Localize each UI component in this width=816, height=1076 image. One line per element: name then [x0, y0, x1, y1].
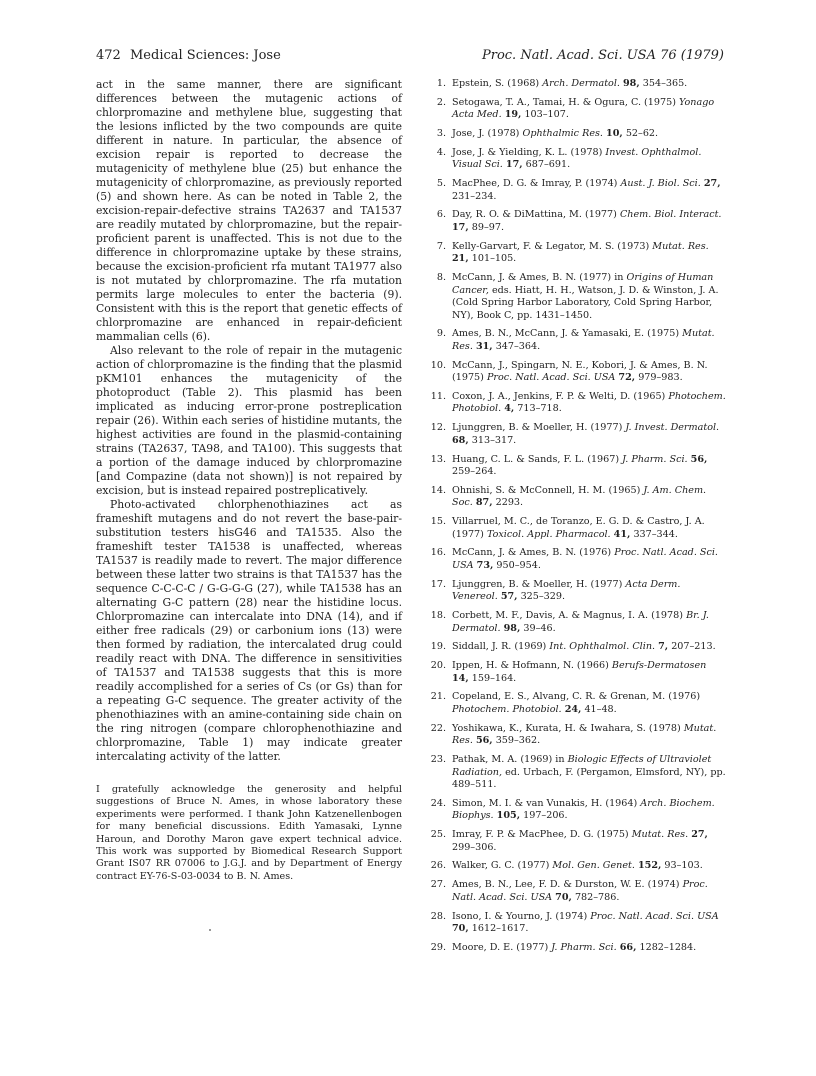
reference-pages: 93–103. — [664, 860, 703, 872]
reference-source: Yonago Acta Med. — [452, 96, 715, 121]
reference-authors: Jose, J. & Yielding, K. L. (1978) — [452, 146, 603, 158]
reference-item — [430, 829, 726, 854]
reference-item — [430, 798, 726, 823]
reference-pages: 259–264. — [452, 466, 497, 478]
reference-authors: McCann, J. & Ames, B. N. (1977) in — [452, 272, 624, 284]
page-mark — [209, 929, 211, 931]
reference-authors: Epstein, S. (1968) — [452, 78, 540, 89]
reference-authors: Isono, I. & Yourno, J. (1974) — [452, 910, 588, 922]
reference-pages: eds. Hiatt, H. H., Watson, J. D. & Winston, J. A. (Cold Spring Harbor Laboratory, Cold Spring Harbor, NY), Book C, pp. 1431–1450. — [452, 284, 719, 321]
reference-item — [430, 860, 726, 873]
reference-item — [430, 691, 726, 716]
reference-authors: Ljunggren, B. & Moeller, H. (1977) — [452, 422, 623, 434]
reference-item — [430, 97, 726, 122]
reference-volume: 4, — [504, 403, 515, 415]
reference-item — [430, 660, 726, 685]
reference-source: Br. J. Dermatol. — [452, 610, 709, 634]
reference-number: 19. — [430, 641, 446, 653]
reference-pages: 101–105. — [471, 253, 517, 265]
reference-volume: 70, — [555, 891, 572, 903]
reference-source: Photochem. Photobiol. — [452, 390, 726, 415]
reference-number: 16. — [430, 547, 446, 559]
reference-number: 10. — [430, 359, 446, 371]
reference-source: Mutat. Res. — [652, 240, 709, 252]
reference-volume: 73, — [476, 559, 494, 571]
reference-number: 23. — [430, 754, 446, 766]
reference-volume: 66, — [619, 941, 637, 953]
reference-source: Mutat. Res. — [631, 829, 689, 841]
reference-authors: Siddall, J. R. (1969) — [452, 641, 547, 653]
reference-item — [430, 641, 726, 654]
reference-item — [430, 723, 726, 748]
reference-authors: Kelly-Garvart, F. & Legator, M. S. (1973) — [452, 240, 650, 252]
reference-authors: Ames, B. N., McCann, J. & Yamasaki, E. (1975) — [452, 328, 680, 340]
reference-volume: 27, — [691, 829, 708, 841]
reference-authors: Huang, C. L. & Sands, F. L. (1967) — [452, 453, 620, 465]
reference-number: 15. — [430, 516, 446, 528]
reference-volume: 31, — [475, 340, 493, 352]
body-paragraph: Photo-activated chlorphenothiazines act as frameshift mutagens and do not revert the base-pair-substitution testers hisG46 and TA1535. Also the frameshift tester TA1538 is unaffected, whereas TA1537 is readily made to revert. The major difference between these latter two strains is that TA1537 has the sequence C-C-C-C / G-G-G-G (27), while TA1538 has an alternating G-C pattern (28) near the histidine locus. Chlorpromazine can intercalate into DNA (14), and if either free radicals (29) or carbonium ions (13) were then formed by radiation, the intercalated drug could readily react with DNA. The difference in sensitivities of TA1537 and TA1538 suggests that this is more readily accomplished for a series of Cs (or Gs) than for a repeating G-C sequence. The greater activity of the phenothiazines with an amine-containing side chain on the ring nitrogen (compare chlorophenothiazine and chlorpromazine, Table 1) may indicate greater intercalating activity of the latter. — [96, 498, 402, 763]
reference-volume: 27, — [703, 178, 721, 190]
reference-pages: 782–786. — [574, 891, 620, 903]
reference-number: 12. — [430, 422, 446, 434]
reference-source: Proc. Natl. Acad. Sci. USA — [452, 547, 718, 571]
reference-volume: 57, — [500, 591, 518, 603]
reference-authors: Jose, J. (1978) — [452, 128, 520, 140]
reference-source: Berufs-Dermatosen — [611, 660, 707, 672]
reference-number: 3. — [436, 128, 446, 140]
reference-volume: 7, — [658, 641, 669, 653]
reference-source: Acta Derm. Venereol. — [452, 578, 681, 603]
reference-item — [430, 579, 726, 604]
reference-number: 28. — [430, 910, 446, 922]
reference-number: 27. — [430, 879, 446, 891]
reference-source: Proc. Natl. Acad. Sci. USA — [590, 910, 719, 922]
reference-volume: 68, — [452, 434, 469, 446]
reference-authors: Ohnishi, S. & McConnell, H. M. (1965) — [452, 484, 641, 496]
reference-pages: 354–365. — [642, 78, 688, 89]
reference-authors: Simon, M. I. & van Vunakis, H. (1964) — [452, 797, 638, 809]
reference-number: 29. — [430, 941, 446, 953]
reference-source: Invest. Ophthalmol. Visual Sci. — [452, 146, 702, 171]
body-paragraph: Also relevant to the role of repair in the mutagenic action of chlorpromazine is the finding that the plasmid pKM101 enhances the mutagenicity of the photoproduct (Table 2). This plasmid has been implicated as inducing error-prone postreplication repair (26). Within each series of histidine mutants, the highest activities are found in the plasmid-containing strains (TA2637, TA98, and TA100). This suggests that a portion of the damage induced by chlorpromazine [and Compazine (data not shown)] is not repaired by excision, but is instead repaired postreplicatively. — [96, 344, 402, 497]
reference-number: 20. — [430, 660, 446, 672]
reference-number: 21. — [430, 691, 446, 703]
reference-authors: McCann, J. & Ames, B. N. (1976) — [452, 547, 612, 559]
reference-authors: Moore, D. E. (1977) — [452, 941, 549, 953]
reference-volume: 98, — [623, 78, 640, 89]
reference-authors: Villarruel, M. C., de Toranzo, E. G. D. & Castro, J. A. (1977) — [452, 516, 705, 540]
reference-volume: 21, — [452, 253, 469, 265]
reference-number: 5. — [436, 178, 446, 190]
reference-item — [430, 360, 726, 385]
reference-pages: 207–213. — [671, 641, 716, 653]
reference-item — [430, 422, 726, 447]
page-number: 472 — [96, 48, 121, 63]
reference-source: J. Pharm. Sci. — [551, 941, 617, 953]
reference-item — [430, 147, 726, 172]
reference-source: Arch. Dermatol. — [542, 78, 620, 89]
reference-pages: 347–364. — [495, 340, 541, 352]
reference-volume: 87, — [475, 497, 493, 509]
reference-source: Mutat. Res. — [452, 328, 715, 352]
reference-item — [430, 78, 726, 91]
reference-source: J. Invest. Dermatol. — [625, 422, 720, 434]
reference-number: 4. — [436, 146, 446, 158]
reference-pages: 103–107. — [524, 109, 569, 121]
reference-pages: 713–718. — [517, 403, 562, 415]
reference-item — [430, 209, 726, 234]
reference-number: 11. — [430, 390, 446, 402]
reference-item — [430, 328, 726, 353]
reference-source: J. Am. Chem. Soc. — [452, 484, 707, 509]
reference-authors: Imray, F. P. & MacPhee, D. G. (1975) — [452, 829, 629, 841]
reference-volume: 17, — [505, 159, 523, 171]
acknowledgment: I gratefully acknowledge the generosity and helpful suggestions of Bruce N. Ames, in whose laboratory these experiments were performed. I thank John Katzenellenbogen for many beneficial discussions. Edith Yamasaki, Lynne Haroun, and Dorothy Maron gave expert technical advice. This work was supported by Biomedical Research Support Grant IS07 RR 07006 to J.G.J. and by Department of Energy contract EY-76-S-03-0034 to B. N. Ames. — [96, 784, 402, 882]
reference-item — [430, 485, 726, 510]
reference-number: 17. — [430, 578, 446, 590]
reference-volume: 10, — [606, 128, 623, 140]
body-paragraph: act in the same manner, there are significant differences between the mutagenic actions of chlorpromazine and methylene blue, suggesting that the lesions inflicted by the two compounds are quite different in nature. In particular, the absence of excision repair is reported to decrease the mutagenicity of methylene blue (25) but enhance the mutagenicity of chlorpromazine, as previously reported (5) and shown here. As can be noted in Table 2, the excision-repair-defective strains TA2637 and TA1537 are readily mutated by chlorpromazine, but the repair-proficient parent is unaffected. This is not due to the difference in chlorpromazine uptake by these strains, because the excision-proficient rfa mutant TA1977 also is not mutated by chlorpromazine. The rfa mutation permits large molecules to enter the bacteria (9). Consistent with this is the report that genetic effects of chlorpromazine are enhanced in repair-deficient mammalian cells (6). — [96, 78, 402, 343]
reference-volume: 105, — [496, 810, 521, 822]
running-header — [96, 48, 724, 68]
reference-number: 26. — [430, 860, 446, 872]
reference-item — [430, 391, 726, 416]
reference-item — [430, 754, 726, 792]
reference-authors: Walker, G. C. (1977) — [452, 860, 550, 872]
reference-source: Ophthalmic Res. — [522, 128, 603, 140]
reference-pages: 950–954. — [496, 559, 541, 571]
reference-pages: 159–164. — [471, 672, 517, 684]
reference-authors: Pathak, M. A. (1969) in — [452, 754, 565, 766]
reference-volume: 41, — [613, 528, 631, 540]
reference-source: Mol. Gen. Genet. — [552, 860, 635, 872]
reference-pages: 337–344. — [633, 528, 678, 540]
body-column — [96, 78, 402, 883]
reference-pages: 1612–1617. — [471, 923, 529, 935]
reference-item — [430, 454, 726, 479]
reference-pages: 979–983. — [638, 372, 683, 384]
reference-pages: 41–48. — [584, 703, 617, 715]
reference-authors: Coxon, J. A., Jenkins, F. P. & Welti, D. (1965) — [452, 390, 666, 402]
reference-source: Chem. Biol. Interact. — [619, 209, 722, 221]
reference-volume: 24, — [564, 703, 582, 715]
reference-source: Arch. Biochem. Biophys. — [452, 797, 715, 822]
reference-volume: 19, — [504, 109, 522, 121]
reference-pages: ed. Urbach, F. (Pergamon, Elmsford, NY), pp. 489–511. — [452, 766, 726, 791]
reference-authors: Ljunggren, B. & Moeller, H. (1977) — [452, 578, 623, 590]
reference-source: Int. Ophthalmol. Clin. — [549, 641, 656, 653]
reference-volume: 14, — [452, 672, 469, 684]
reference-volume: 72, — [618, 372, 636, 384]
reference-source: Biologic Effects of Ultraviolet Radiation, — [452, 754, 712, 778]
reference-number: 7. — [436, 240, 446, 252]
reference-source: Proc. Natl. Acad. Sci. USA — [486, 372, 616, 384]
reference-authors: Day, R. O. & DiMattina, M. (1977) — [452, 209, 617, 221]
reference-authors: Ippen, H. & Hofmann, N. (1966) — [452, 660, 609, 672]
reference-pages: 52–62. — [625, 128, 659, 140]
reference-number: 14. — [430, 484, 446, 496]
reference-pages: 687–691. — [525, 159, 571, 171]
section-title: Medical Sciences: Jose — [130, 48, 281, 63]
reference-volume: 17, — [452, 221, 469, 233]
reference-authors: Setogawa, T. A., Tamai, H. & Ogura, C. (1975) — [452, 96, 676, 108]
reference-pages: 299–306. — [452, 841, 497, 853]
reference-item — [430, 942, 726, 955]
reference-pages: 1282–1284. — [639, 941, 697, 953]
reference-item — [430, 547, 726, 572]
reference-pages: 313–317. — [471, 434, 517, 446]
reference-volume: 56, — [690, 453, 708, 465]
reference-item — [430, 911, 726, 936]
reference-number: 18. — [430, 610, 446, 622]
reference-item — [430, 516, 726, 541]
reference-item — [430, 610, 726, 635]
reference-authors: McCann, J., Spingarn, N. E., Kobori, J. & Ames, B. N. (1975) — [452, 359, 708, 384]
reference-pages: 89–97. — [471, 221, 505, 233]
reference-authors: Ames, B. N., Lee, F. D. & Durston, W. E. (1974) — [452, 879, 680, 891]
reference-item — [430, 272, 726, 322]
reference-volume: 98, — [503, 622, 521, 634]
reference-pages: 39–46. — [523, 622, 556, 634]
reference-number: 6. — [436, 209, 446, 221]
reference-pages: 2293. — [495, 497, 524, 509]
reference-source: Aust. J. Biol. Sci. — [620, 178, 701, 190]
reference-volume: 70, — [452, 923, 469, 935]
reference-number: 9. — [436, 328, 446, 340]
reference-pages: 325–329. — [520, 591, 566, 603]
reference-authors: Corbett, M. F., Davis, A. & Magnus, I. A. (1978) — [452, 610, 683, 622]
reference-volume: 152, — [637, 860, 662, 872]
reference-volume: 56, — [475, 735, 493, 747]
reference-source: Toxicol. Appl. Pharmacol. — [486, 528, 611, 540]
reference-source: Mutat. Res. — [452, 722, 717, 747]
reference-item — [430, 128, 726, 141]
reference-pages: 197–206. — [523, 810, 568, 822]
reference-authors: Copeland, E. S., Alvang, C. R. & Grenan, M. (1976) — [452, 691, 701, 703]
reference-number: 8. — [436, 272, 446, 284]
reference-number: 24. — [430, 797, 446, 809]
reference-item — [430, 879, 726, 904]
reference-pages: 231–234. — [452, 190, 497, 202]
reference-authors: Yoshikawa, K., Kurata, H. & Iwahara, S. (1978) — [452, 722, 681, 734]
reference-number: 2. — [436, 96, 446, 108]
journal-citation: Proc. Natl. Acad. Sci. USA 76 (1979) — [481, 48, 724, 63]
reference-authors: MacPhee, D. G. & Imray, P. (1974) — [452, 178, 618, 190]
reference-number: 22. — [430, 722, 446, 734]
reference-pages: 359–362. — [495, 735, 541, 747]
reference-number: 25. — [430, 829, 446, 841]
reference-number: 1. — [436, 78, 446, 89]
reference-source: Photochem. Photobiol. — [452, 703, 562, 715]
reference-item — [430, 178, 726, 203]
reference-source: J. Pharm. Sci. — [622, 453, 688, 465]
reference-source: Proc. Natl. Acad. Sci. USA — [452, 879, 708, 903]
reference-source: Origins of Human Cancer, — [452, 272, 714, 296]
reference-list — [430, 78, 726, 961]
reference-number: 13. — [430, 453, 446, 465]
reference-item — [430, 241, 726, 266]
